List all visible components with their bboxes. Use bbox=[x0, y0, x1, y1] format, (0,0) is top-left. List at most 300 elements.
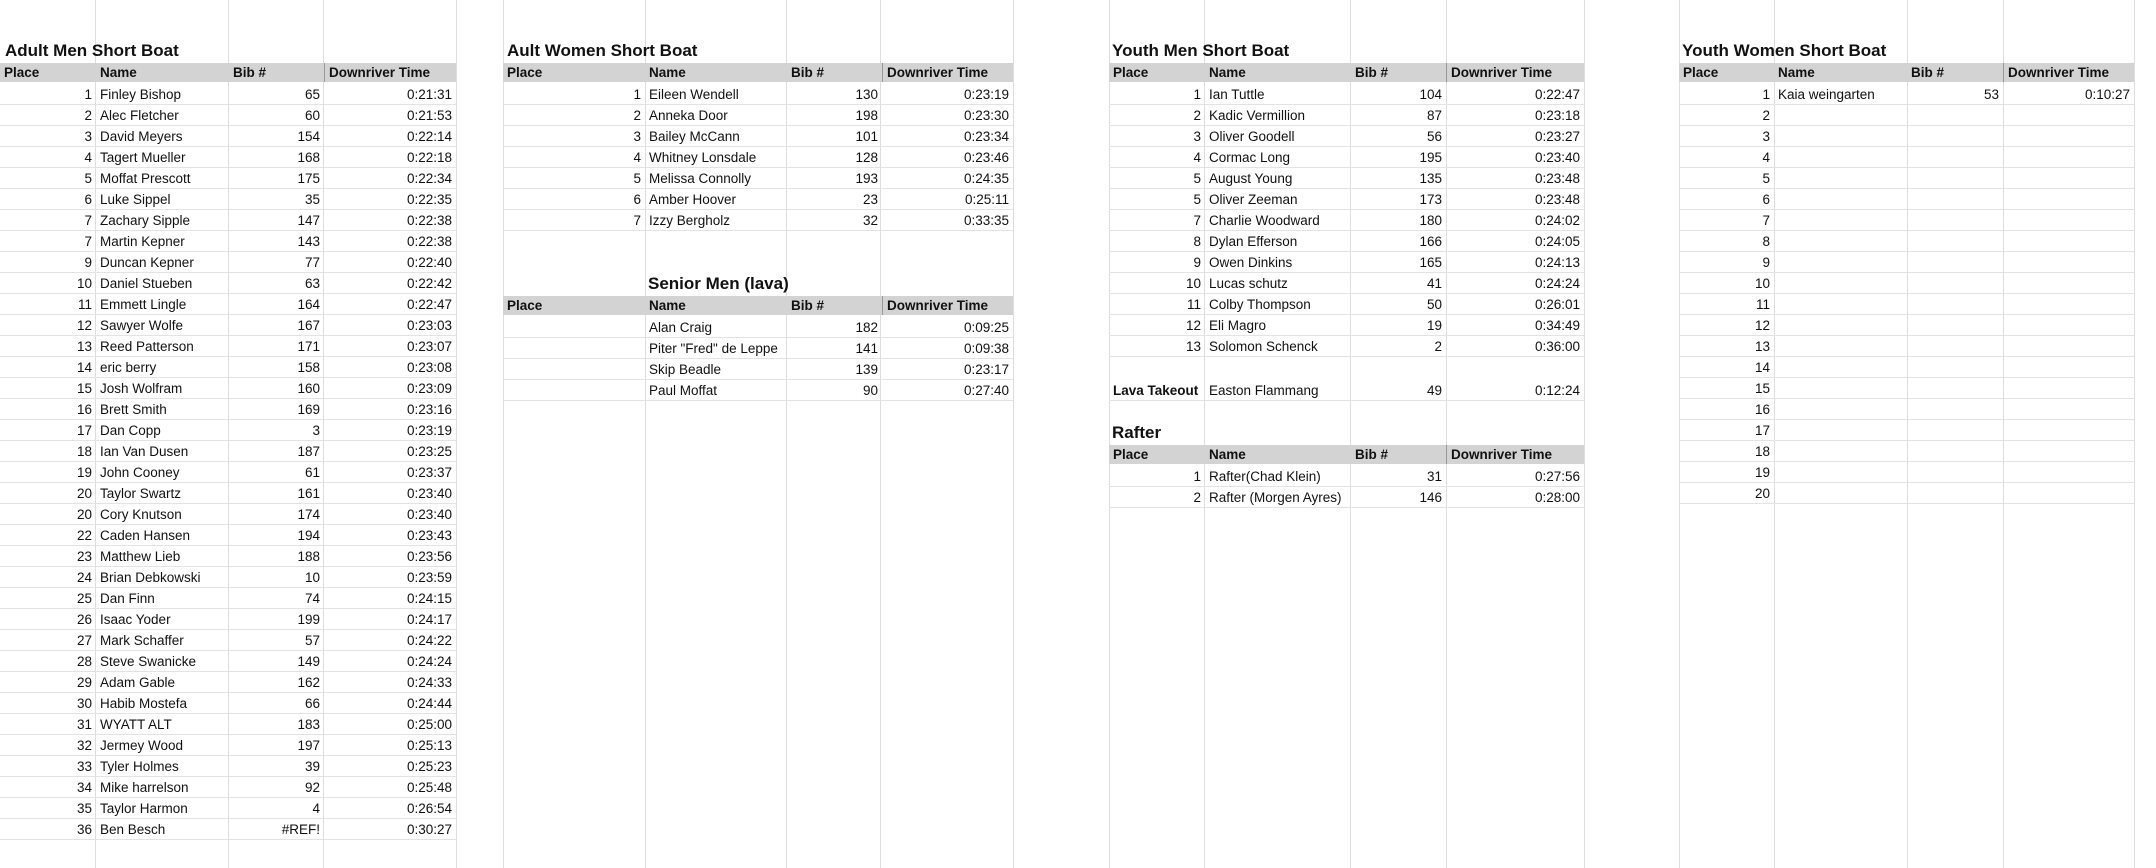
place-cell: 5 bbox=[1193, 192, 1201, 207]
name-cell: Piter "Fred" de Leppe bbox=[649, 341, 778, 356]
senior-men-title: Senior Men (lava) bbox=[648, 274, 789, 293]
time-cell: 0:22:38 bbox=[406, 213, 452, 228]
name-cell: Melissa Connolly bbox=[649, 171, 752, 186]
time-cell: 0:26:54 bbox=[406, 801, 452, 816]
name-cell: Paul Moffat bbox=[649, 383, 718, 398]
name-cell: Rafter(Chad Klein) bbox=[1209, 469, 1321, 484]
table-row bbox=[1679, 105, 2134, 126]
bib-cell: 180 bbox=[1419, 213, 1442, 228]
header-downriver-time: Downriver Time bbox=[2003, 63, 2134, 82]
table-row bbox=[0, 336, 456, 357]
header-downriver-time: Downriver Time bbox=[1446, 63, 1584, 82]
name-cell: Emmett Lingle bbox=[100, 297, 187, 312]
table-row bbox=[0, 630, 456, 651]
name-cell bbox=[1774, 378, 1907, 398]
bib-cell bbox=[1907, 441, 2003, 461]
name-cell: Eli Magro bbox=[1209, 318, 1267, 333]
table-row bbox=[1679, 441, 2134, 462]
bib-cell: 147 bbox=[297, 213, 320, 228]
table-row bbox=[1679, 210, 2134, 231]
name-cell: Alec Fletcher bbox=[100, 108, 179, 123]
place-cell: 1 bbox=[1193, 87, 1201, 102]
place-cell: 27 bbox=[76, 633, 92, 648]
table-row bbox=[0, 210, 456, 231]
time-cell: 0:23:30 bbox=[963, 108, 1009, 123]
table-row bbox=[0, 252, 456, 273]
bib-cell: 168 bbox=[297, 150, 320, 165]
bib-cell: 32 bbox=[862, 213, 878, 228]
rafter-header-row bbox=[1109, 445, 1584, 464]
bib-cell: 187 bbox=[297, 444, 320, 459]
name-cell: Steve Swanicke bbox=[100, 654, 197, 669]
bib-cell: 195 bbox=[1419, 150, 1442, 165]
time-cell bbox=[2003, 252, 2134, 272]
name-cell: Matthew Lieb bbox=[100, 549, 181, 564]
table-row bbox=[1109, 231, 1584, 252]
time-cell: 0:24:02 bbox=[1534, 213, 1580, 228]
place-cell: 4 bbox=[84, 150, 92, 165]
time-cell: 0:23:17 bbox=[963, 362, 1009, 377]
time-cell: 0:22:42 bbox=[406, 276, 452, 291]
time-cell: 0:23:43 bbox=[406, 528, 452, 543]
place-cell: 7 bbox=[84, 213, 92, 228]
bib-cell: 139 bbox=[855, 362, 878, 377]
name-cell: Mike harrelson bbox=[100, 780, 189, 795]
bib-cell: 56 bbox=[1426, 129, 1442, 144]
bib-cell: 194 bbox=[297, 528, 320, 543]
table-row bbox=[1679, 294, 2134, 315]
bib-cell: 182 bbox=[855, 320, 878, 335]
table-row bbox=[0, 357, 456, 378]
name-cell bbox=[1774, 294, 1907, 314]
time-cell: 0:27:40 bbox=[963, 383, 1009, 398]
bib-cell: 130 bbox=[855, 87, 878, 102]
name-cell: Colby Thompson bbox=[1209, 297, 1311, 312]
name-cell bbox=[1774, 105, 1907, 125]
time-cell: 0:24:24 bbox=[1534, 276, 1580, 291]
table-row bbox=[0, 504, 456, 525]
name-cell: Dan Copp bbox=[100, 423, 161, 438]
place-cell: 4 bbox=[1762, 150, 1770, 165]
bib-cell bbox=[1907, 147, 2003, 167]
name-cell: Isaac Yoder bbox=[100, 612, 171, 627]
header-bib: Bib # bbox=[791, 298, 825, 313]
place-cell: 3 bbox=[1762, 129, 1770, 144]
name-cell: Brian Debkowski bbox=[100, 570, 201, 585]
time-cell: 0:26:01 bbox=[1534, 297, 1580, 312]
time-cell: 0:25:23 bbox=[406, 759, 452, 774]
place-cell: 2 bbox=[1762, 108, 1770, 123]
table-row bbox=[1679, 189, 2134, 210]
time-cell: 0:10:27 bbox=[2084, 87, 2130, 102]
lava-takeout-label: Lava Takeout bbox=[1113, 383, 1199, 398]
table-row bbox=[0, 294, 456, 315]
place-cell: 8 bbox=[1193, 234, 1201, 249]
bib-cell: 10 bbox=[304, 570, 320, 585]
time-cell bbox=[2003, 420, 2134, 440]
time-cell: 0:30:27 bbox=[406, 822, 452, 837]
header-bib: Bib # bbox=[791, 65, 825, 80]
place-cell: 34 bbox=[76, 780, 92, 795]
bib-cell: 174 bbox=[297, 507, 320, 522]
place-cell: 5 bbox=[84, 171, 92, 186]
table-row bbox=[0, 420, 456, 441]
time-cell: 0:24:15 bbox=[406, 591, 452, 606]
header-place: Place bbox=[507, 65, 543, 80]
table-row bbox=[1109, 126, 1584, 147]
header-downriver-time: Downriver Time bbox=[1446, 445, 1584, 464]
time-cell: 0:22:47 bbox=[406, 297, 452, 312]
place-cell: 35 bbox=[76, 801, 92, 816]
time-cell: 0:24:44 bbox=[406, 696, 452, 711]
table-row bbox=[0, 672, 456, 693]
lava-takeout-name: Easton Flammang bbox=[1209, 383, 1319, 398]
name-cell: eric berry bbox=[100, 360, 157, 375]
table-row bbox=[0, 147, 456, 168]
name-cell bbox=[1774, 420, 1907, 440]
time-cell: 0:34:49 bbox=[1534, 318, 1580, 333]
header-downriver-time: Downriver Time bbox=[324, 63, 456, 82]
name-cell bbox=[1774, 210, 1907, 230]
place-cell: 2 bbox=[1193, 108, 1201, 123]
bib-cell: 158 bbox=[297, 360, 320, 375]
header-place: Place bbox=[4, 65, 40, 80]
bib-cell bbox=[1907, 168, 2003, 188]
table-row bbox=[503, 189, 1013, 210]
place-cell: 12 bbox=[76, 318, 92, 333]
time-cell: 0:23:34 bbox=[963, 129, 1009, 144]
table-row bbox=[1109, 168, 1584, 189]
place-cell: 10 bbox=[76, 276, 92, 291]
bib-cell bbox=[1907, 483, 2003, 503]
header-name: Name bbox=[649, 298, 686, 313]
bib-cell: 128 bbox=[855, 150, 878, 165]
table-row bbox=[0, 546, 456, 567]
table-row bbox=[1109, 336, 1584, 357]
bib-cell: 41 bbox=[1426, 276, 1442, 291]
time-cell: 0:25:00 bbox=[406, 717, 452, 732]
table-row bbox=[0, 609, 456, 630]
table-row bbox=[0, 399, 456, 420]
bib-cell bbox=[1907, 126, 2003, 146]
place-cell: 18 bbox=[76, 444, 92, 459]
bib-cell: 65 bbox=[304, 87, 320, 102]
name-cell bbox=[1774, 399, 1907, 419]
table-row bbox=[1109, 105, 1584, 126]
name-cell: Kaia weingarten bbox=[1778, 87, 1875, 102]
name-cell bbox=[1774, 147, 1907, 167]
time-cell bbox=[2003, 189, 2134, 209]
time-cell: 0:23:40 bbox=[406, 486, 452, 501]
place-cell: 15 bbox=[76, 381, 92, 396]
table-row bbox=[503, 105, 1013, 126]
place-cell: 7 bbox=[1762, 213, 1770, 228]
name-cell: Dylan Efferson bbox=[1209, 234, 1298, 249]
table-row bbox=[1109, 84, 1584, 105]
place-cell: 30 bbox=[76, 696, 92, 711]
time-cell bbox=[2003, 357, 2134, 377]
name-cell: Ben Besch bbox=[100, 822, 166, 837]
table-row bbox=[0, 798, 456, 819]
time-cell bbox=[2003, 315, 2134, 335]
table-row bbox=[0, 588, 456, 609]
time-cell bbox=[2003, 168, 2134, 188]
time-cell bbox=[2003, 399, 2134, 419]
place-cell: 25 bbox=[76, 591, 92, 606]
name-cell bbox=[1774, 189, 1907, 209]
time-cell: 0:22:14 bbox=[406, 129, 452, 144]
bib-cell: 63 bbox=[304, 276, 320, 291]
table-row bbox=[1679, 273, 2134, 294]
name-cell bbox=[1774, 357, 1907, 377]
table-row bbox=[0, 126, 456, 147]
bib-cell bbox=[1907, 231, 2003, 251]
place-cell: 13 bbox=[1185, 339, 1201, 354]
adult-men-title: Adult Men Short Boat bbox=[5, 41, 179, 60]
place-cell bbox=[503, 338, 645, 358]
name-cell: Zachary Sipple bbox=[100, 213, 191, 228]
table-row bbox=[0, 84, 456, 105]
name-cell: Alan Craig bbox=[649, 320, 713, 335]
place-cell: 17 bbox=[1754, 423, 1770, 438]
time-cell: 0:25:48 bbox=[406, 780, 452, 795]
table-row bbox=[1679, 168, 2134, 189]
time-cell bbox=[2003, 210, 2134, 230]
bib-cell: 169 bbox=[297, 402, 320, 417]
place-cell: 11 bbox=[1755, 297, 1770, 312]
time-cell bbox=[2003, 147, 2134, 167]
table-row bbox=[503, 126, 1013, 147]
bib-cell bbox=[1907, 399, 2003, 419]
name-cell: Whitney Lonsdale bbox=[649, 150, 757, 165]
bib-cell: 23 bbox=[862, 192, 878, 207]
table-row bbox=[1679, 462, 2134, 483]
table-row bbox=[1679, 399, 2134, 420]
header-downriver-time: Downriver Time bbox=[882, 63, 1013, 82]
time-cell: 0:23:37 bbox=[406, 465, 452, 480]
table-row bbox=[0, 567, 456, 588]
place-cell: 9 bbox=[1762, 255, 1770, 270]
name-cell: Adam Gable bbox=[100, 675, 176, 690]
time-cell: 0:25:13 bbox=[406, 738, 452, 753]
name-cell bbox=[1774, 462, 1907, 482]
time-cell: 0:24:22 bbox=[406, 633, 452, 648]
bib-cell: 35 bbox=[304, 192, 320, 207]
time-cell: 0:23:40 bbox=[406, 507, 452, 522]
table-row bbox=[503, 147, 1013, 168]
time-cell: 0:24:05 bbox=[1534, 234, 1580, 249]
adult-women-header-row bbox=[503, 63, 1013, 82]
bib-cell: 57 bbox=[304, 633, 320, 648]
place-cell: 13 bbox=[76, 339, 92, 354]
name-cell: Jermey Wood bbox=[100, 738, 184, 753]
bib-cell bbox=[1907, 462, 2003, 482]
place-cell: 3 bbox=[633, 129, 641, 144]
table-row bbox=[503, 84, 1013, 105]
table-row bbox=[1679, 378, 2134, 399]
table-row bbox=[1109, 273, 1584, 294]
header-place: Place bbox=[1113, 65, 1149, 80]
table-row bbox=[1679, 231, 2134, 252]
place-cell: 7 bbox=[633, 213, 641, 228]
time-cell: 0:28:00 bbox=[1534, 490, 1580, 505]
time-cell: 0:22:40 bbox=[406, 255, 452, 270]
name-cell: Charlie Woodward bbox=[1209, 213, 1320, 228]
place-cell: 6 bbox=[1762, 192, 1770, 207]
bib-cell: 61 bbox=[304, 465, 320, 480]
bib-cell: 60 bbox=[304, 108, 320, 123]
adult-men-header-row bbox=[0, 63, 456, 82]
table-row bbox=[0, 273, 456, 294]
grid-column-line bbox=[1584, 0, 1585, 868]
bib-cell: 101 bbox=[855, 129, 878, 144]
name-cell: August Young bbox=[1209, 171, 1293, 186]
bib-cell: 104 bbox=[1419, 87, 1442, 102]
time-cell: 0:23:25 bbox=[406, 444, 452, 459]
adult-women-title: Ault Women Short Boat bbox=[507, 41, 698, 60]
bib-cell: 53 bbox=[1983, 87, 1999, 102]
header-name: Name bbox=[1209, 65, 1246, 80]
time-cell: 0:22:18 bbox=[406, 150, 452, 165]
youth-women-title: Youth Women Short Boat bbox=[1682, 41, 1887, 60]
time-cell: 0:23:16 bbox=[406, 402, 452, 417]
grid-column-line bbox=[456, 0, 457, 868]
name-cell bbox=[1774, 273, 1907, 293]
place-cell: 3 bbox=[1193, 129, 1201, 144]
bib-cell: 149 bbox=[297, 654, 320, 669]
table-row bbox=[0, 777, 456, 798]
name-cell: WYATT ALT bbox=[100, 717, 172, 732]
bib-cell: 141 bbox=[855, 341, 878, 356]
place-cell: 17 bbox=[76, 423, 92, 438]
time-cell: 0:36:00 bbox=[1534, 339, 1580, 354]
name-cell: Tagert Mueller bbox=[100, 150, 186, 165]
place-cell: 20 bbox=[76, 486, 92, 501]
bib-cell: 92 bbox=[304, 780, 320, 795]
name-cell: Caden Hansen bbox=[100, 528, 191, 543]
youth-men-header-row bbox=[1109, 63, 1584, 82]
bib-cell: 135 bbox=[1419, 171, 1442, 186]
place-cell: 2 bbox=[1193, 490, 1201, 505]
table-row bbox=[1109, 252, 1584, 273]
place-cell: 29 bbox=[76, 675, 92, 690]
place-cell bbox=[503, 380, 645, 400]
place-cell: 7 bbox=[1193, 213, 1201, 228]
bib-cell: 90 bbox=[862, 383, 878, 398]
bib-cell: 164 bbox=[297, 297, 320, 312]
place-cell bbox=[503, 317, 645, 337]
name-cell: Ian Tuttle bbox=[1209, 87, 1265, 102]
name-cell bbox=[1774, 252, 1907, 272]
time-cell: 0:24:13 bbox=[1534, 255, 1580, 270]
place-cell: 9 bbox=[1193, 255, 1201, 270]
bib-cell: 183 bbox=[297, 717, 320, 732]
lava-takeout-time: 0:12:24 bbox=[1534, 383, 1580, 398]
time-cell: 0:09:25 bbox=[963, 320, 1009, 335]
place-cell: 20 bbox=[1754, 486, 1770, 501]
bib-cell bbox=[1907, 294, 2003, 314]
time-cell bbox=[2003, 105, 2134, 125]
grid-column-line bbox=[1013, 0, 1014, 868]
time-cell: 0:23:18 bbox=[1534, 108, 1580, 123]
time-cell bbox=[2003, 294, 2134, 314]
bib-cell: 74 bbox=[304, 591, 320, 606]
name-cell bbox=[1774, 483, 1907, 503]
bib-cell bbox=[1907, 210, 2003, 230]
time-cell: 0:22:35 bbox=[406, 192, 452, 207]
name-cell: Mark Schaffer bbox=[100, 633, 184, 648]
time-cell: 0:09:38 bbox=[963, 341, 1009, 356]
place-cell: 2 bbox=[84, 108, 92, 123]
table-row bbox=[503, 168, 1013, 189]
place-cell: 23 bbox=[76, 549, 92, 564]
bib-cell: 193 bbox=[855, 171, 878, 186]
bib-cell: 31 bbox=[1426, 469, 1442, 484]
header-place: Place bbox=[1113, 447, 1149, 462]
time-cell: 0:23:48 bbox=[1534, 171, 1580, 186]
table-row bbox=[503, 338, 1013, 359]
table-row bbox=[1679, 126, 2134, 147]
header-bib: Bib # bbox=[1355, 447, 1389, 462]
time-cell: 0:23:09 bbox=[406, 381, 452, 396]
name-cell: Luke Sippel bbox=[100, 192, 171, 207]
name-cell: Taylor Harmon bbox=[100, 801, 188, 816]
table-row bbox=[0, 651, 456, 672]
place-cell: 28 bbox=[76, 654, 92, 669]
place-cell: 18 bbox=[1754, 444, 1770, 459]
place-cell: 14 bbox=[76, 360, 92, 375]
table-row bbox=[0, 756, 456, 777]
bib-cell bbox=[1907, 189, 2003, 209]
name-cell: Rafter (Morgen Ayres) bbox=[1209, 490, 1342, 505]
bib-cell bbox=[1907, 252, 2003, 272]
table-row bbox=[0, 315, 456, 336]
time-cell: 0:23:07 bbox=[406, 339, 452, 354]
place-cell bbox=[503, 359, 645, 379]
bib-cell bbox=[1907, 315, 2003, 335]
bib-cell: 19 bbox=[1426, 318, 1442, 333]
time-cell: 0:24:35 bbox=[963, 171, 1009, 186]
name-cell: Daniel Stueben bbox=[100, 276, 193, 291]
name-cell: Lucas schutz bbox=[1209, 276, 1288, 291]
name-cell: Duncan Kepner bbox=[100, 255, 194, 270]
table-row bbox=[0, 693, 456, 714]
table-row bbox=[1109, 487, 1584, 508]
name-cell: Kadic Vermillion bbox=[1209, 108, 1306, 123]
time-cell: 0:23:27 bbox=[1534, 129, 1580, 144]
rafter-title: Rafter bbox=[1112, 423, 1162, 442]
time-cell bbox=[2003, 231, 2134, 251]
bib-cell: 171 bbox=[297, 339, 320, 354]
place-cell: 1 bbox=[84, 87, 92, 102]
place-cell: 26 bbox=[76, 612, 92, 627]
time-cell: 0:33:35 bbox=[963, 213, 1009, 228]
name-cell: Bailey McCann bbox=[649, 129, 740, 144]
time-cell bbox=[2003, 126, 2134, 146]
place-cell: 10 bbox=[1754, 276, 1770, 291]
name-cell: Martin Kepner bbox=[100, 234, 185, 249]
table-row bbox=[1109, 315, 1584, 336]
table-row bbox=[1109, 294, 1584, 315]
lava-takeout-bib: 49 bbox=[1426, 383, 1442, 398]
bib-cell: 143 bbox=[297, 234, 320, 249]
bib-cell bbox=[1907, 378, 2003, 398]
time-cell: 0:24:33 bbox=[406, 675, 452, 690]
place-cell: 2 bbox=[633, 108, 641, 123]
name-cell: Ian Van Dusen bbox=[100, 444, 189, 459]
place-cell: 6 bbox=[84, 192, 92, 207]
bib-cell: #REF! bbox=[281, 822, 320, 837]
